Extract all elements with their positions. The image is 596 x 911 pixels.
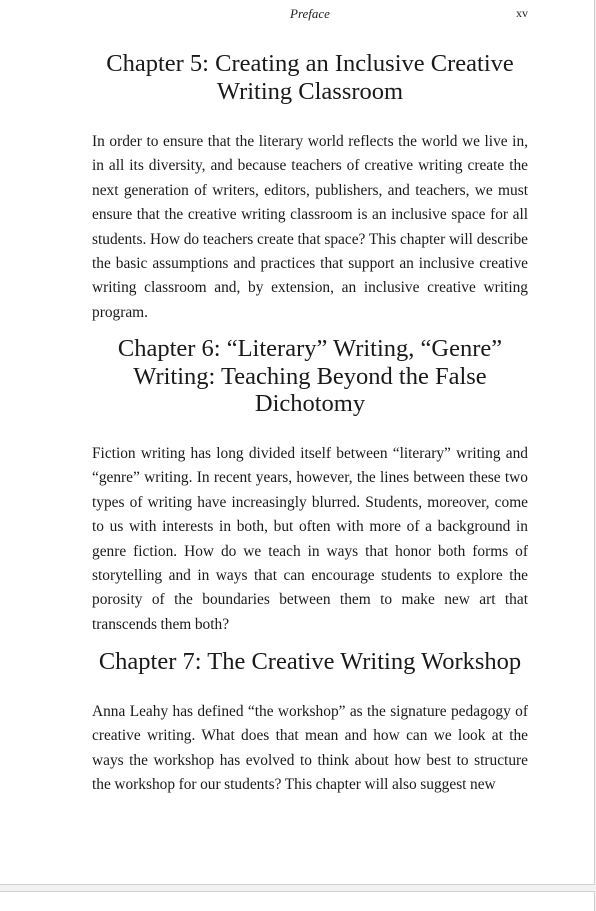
chapter-6-description: Fiction writing has long divided itself between “literary” writing and “genre” writing. In recent years, however, the lines between these two types of writing have increasingly blurred. Students, moreover, come to us with interests in both, but often with more of a background in genre fiction. How do we teach in ways that honor both forms of storytelling and in ways that can encourage students to explore the porosity of the boundaries between them to make new art that transcends them both? bbox=[92, 445, 528, 633]
chapter-5-description: In order to ensure that the literary world reflects the world we live in, in all its diversity, and because teachers of creative writing create the next generation of writers, editors, publishers, and teachers, we must ensure that the creative writing classroom is an inclusive space for all students. How do teachers create that space? This chapter will describe the basic assumptions and practices that support an inclusive creative writing classroom and, by extension, an inclusive creative writing program. bbox=[92, 133, 528, 321]
running-head bbox=[92, 6, 528, 24]
chapter-7-title: Chapter 7: The Creative Writing Workshop bbox=[98, 648, 522, 675]
running-title: Preface bbox=[290, 6, 330, 21]
chapter-7-description: Anna Leahy has defined “the workshop” as the signature pedagogy of creative writing. What does that mean and how can we look at the ways the workshop has evolved to think about how best to structure the workshop for our students? This chapter will also suggest new bbox=[92, 703, 528, 794]
chapter-6-title: Chapter 6: “Literary” Writing, “Genre” Writing: Teaching Beyond the False Dichotomy bbox=[117, 335, 503, 417]
chapter-5-title: Chapter 5: Creating an Inclusive Creative Writing Classroom bbox=[106, 50, 514, 105]
next-page-edge bbox=[0, 891, 595, 911]
page-number: xv bbox=[516, 6, 528, 20]
